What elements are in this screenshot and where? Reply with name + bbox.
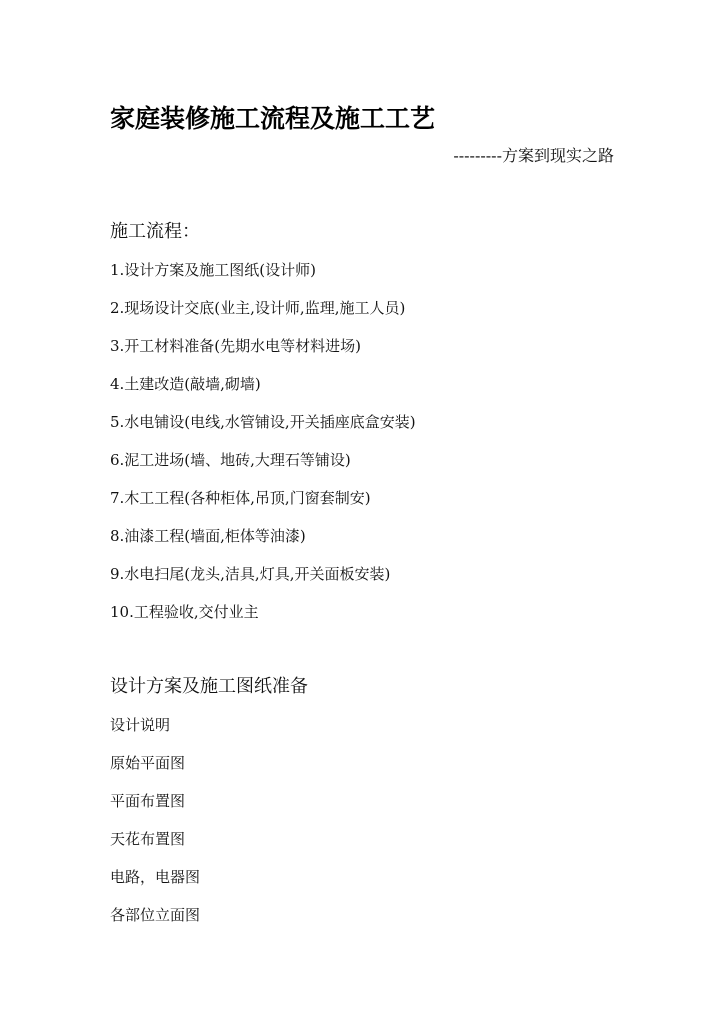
process-step: 8.油漆工程(墙面,柜体等油漆) [110, 527, 306, 545]
design-item: 各部位立面图 [110, 906, 201, 924]
design-item: 电路，电器图 [110, 868, 201, 886]
process-step: 6.泥工进场(墙、地砖,大理石等铺设) [110, 451, 351, 469]
design-item: 天花布置图 [110, 830, 186, 848]
process-step: 4.土建改造(敲墙,砌墙) [110, 375, 261, 393]
process-step: 5.水电铺设(电线,水管铺设,开关插座底盒安装) [110, 413, 416, 431]
process-step: 2.现场设计交底(业主,设计师,监理,施工人员) [110, 299, 406, 317]
process-section-heading: 施工流程： [110, 221, 200, 242]
design-section-heading: 设计方案及施工图纸准备 [110, 676, 308, 697]
process-step: 7.木工工程(各种柜体,吊顶,门窗套制安) [110, 489, 371, 507]
process-step: 10.工程验收,交付业主 [110, 603, 259, 621]
design-item: 原始平面图 [110, 754, 186, 772]
process-step: 1.设计方案及施工图纸(设计师) [110, 261, 317, 279]
design-item: 平面布置图 [110, 792, 186, 810]
document-subtitle: ---------方案到现实之路 [453, 146, 614, 165]
process-step: 9.水电扫尾(龙头,洁具,灯具,开关面板安装) [110, 565, 391, 583]
process-steps-list [110, 258, 416, 638]
process-step: 3.开工材料准备(先期水电等材料进场) [110, 337, 362, 355]
design-item: 设计说明 [110, 716, 171, 734]
document-title: 家庭装修施工流程及施工工艺 [110, 104, 436, 133]
design-items-list [110, 713, 200, 941]
